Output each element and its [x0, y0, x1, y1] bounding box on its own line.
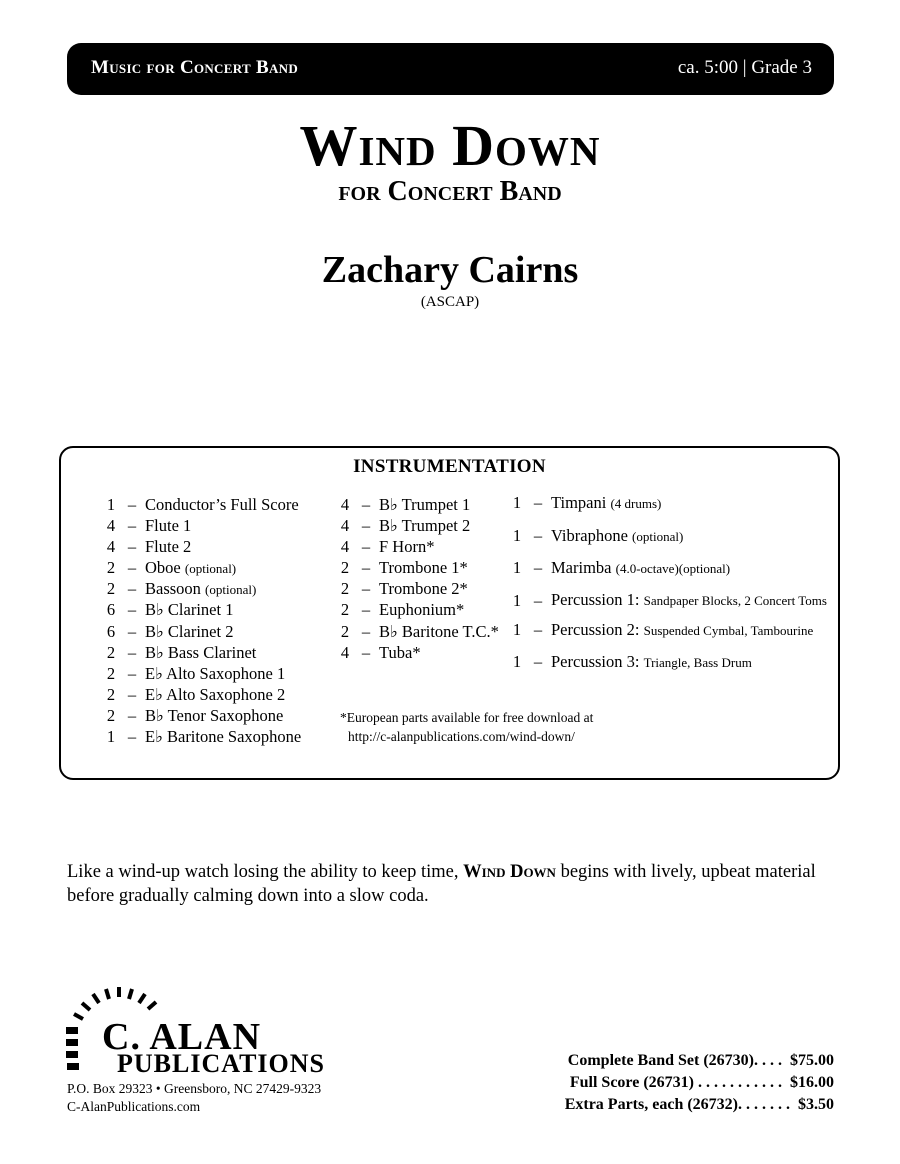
instrument-row: 2 – Trombone 2*	[340, 579, 468, 599]
piece-title: Wind Down	[299, 113, 601, 178]
publisher-website[interactable]: C-AlanPublications.com	[67, 1099, 201, 1114]
title-reference: Wind Down	[463, 862, 556, 882]
instrument-row: 1 – Percussion 1: Sandpaper Blocks, 2 Concert Toms	[512, 589, 827, 610]
instrument-row: 1 – Vibraphone (optional)	[512, 525, 684, 545]
instrument-row: 1 – Conductor’s Full Score	[106, 495, 299, 514]
instrument-row: 2 – B♭ Bass Clarinet	[106, 642, 257, 662]
duration-grade: ca. 5:00 | Grade 3	[677, 57, 812, 78]
instrument-row: 6 – B♭ Clarinet 2	[106, 621, 234, 641]
composer-name: Zachary Cairns	[321, 249, 579, 291]
instrument-row: 2 – Bassoon (optional)	[106, 579, 257, 599]
instrument-row: 1 – Timpani (4 drums)	[512, 493, 662, 512]
european-parts-link[interactable]: http://c-alanpublications.com/wind-down/	[348, 729, 575, 744]
price-extra-parts: Extra Parts, each (26732). . . . . . . $3.50	[564, 1096, 834, 1113]
instrument-row: 2 – Trombone 1*	[340, 558, 468, 578]
instrument-row: 1 – Percussion 3: Triangle, Bass Drum	[512, 652, 752, 671]
instrument-row: 6 – B♭ Clarinet 1	[106, 600, 234, 620]
header-bar	[67, 43, 834, 95]
publisher-logo	[62, 985, 352, 1080]
instrument-row: 4 – Tuba*	[340, 642, 421, 662]
price-complete-band-set: Complete Band Set (26730). . . . $75.00	[567, 1052, 834, 1069]
instrument-column-woodwinds	[103, 494, 301, 747]
logo-publications: PUBLICATIONS	[117, 1049, 326, 1078]
price-list	[565, 1050, 834, 1116]
instrument-row: 2 – B♭ Tenor Saxophone	[106, 705, 284, 725]
instrument-column-percussion	[509, 492, 839, 684]
logo-wordmark: C. ALAN	[102, 1016, 262, 1058]
instrument-row: 1 – E♭ Baritone Saxophone	[106, 727, 302, 747]
instrument-row: 4 – Flute 2	[106, 537, 192, 557]
instrument-row: 2 – Oboe (optional)	[106, 558, 237, 578]
instrument-row: 2 – E♭ Alto Saxophone 1	[106, 663, 286, 683]
instrumentation-heading: INSTRUMENTATION	[353, 456, 546, 477]
instrument-row: 4 – F Horn*	[340, 537, 435, 557]
performing-rights-society: (ASCAP)	[420, 294, 480, 310]
instrument-row: 4 – B♭ Trumpet 2	[340, 516, 471, 536]
european-parts-note	[340, 708, 593, 746]
piece-subtitle: for Concert Band	[338, 176, 562, 207]
instrument-row: 2 – Euphonium*	[340, 600, 465, 620]
instrument-row: 1 – Marimba (4.0-octave)(optional)	[512, 558, 731, 577]
publisher-address: P.O. Box 29323 • Greensboro, NC 27429-9323	[67, 1081, 322, 1096]
price-full-score: Full Score (26731) . . . . . . . . . . . $16.00	[569, 1074, 834, 1091]
instrument-row: 2 – E♭ Alto Saxophone 2	[106, 684, 286, 704]
publisher-address-block	[67, 1080, 321, 1116]
european-parts-note-line: *European parts available for free download at	[340, 710, 594, 725]
piece-description: Like a wind-up watch losing the ability to keep time, Wind Down begins with lively, upbeat material before gradually calming down into a slow coda.	[67, 862, 816, 906]
instrument-row: 4 – B♭ Trumpet 1	[340, 495, 471, 514]
instrument-row: 2 – B♭ Baritone T.C.*	[340, 621, 499, 641]
instrument-column-brass	[337, 494, 499, 663]
instrument-row: 4 – Flute 1	[106, 516, 192, 536]
series-label: Music for Concert Band	[91, 57, 299, 78]
instrument-row: 1 – Percussion 2: Suspended Cymbal, Tambourine	[512, 619, 814, 639]
instrumentation-box	[59, 446, 840, 780]
